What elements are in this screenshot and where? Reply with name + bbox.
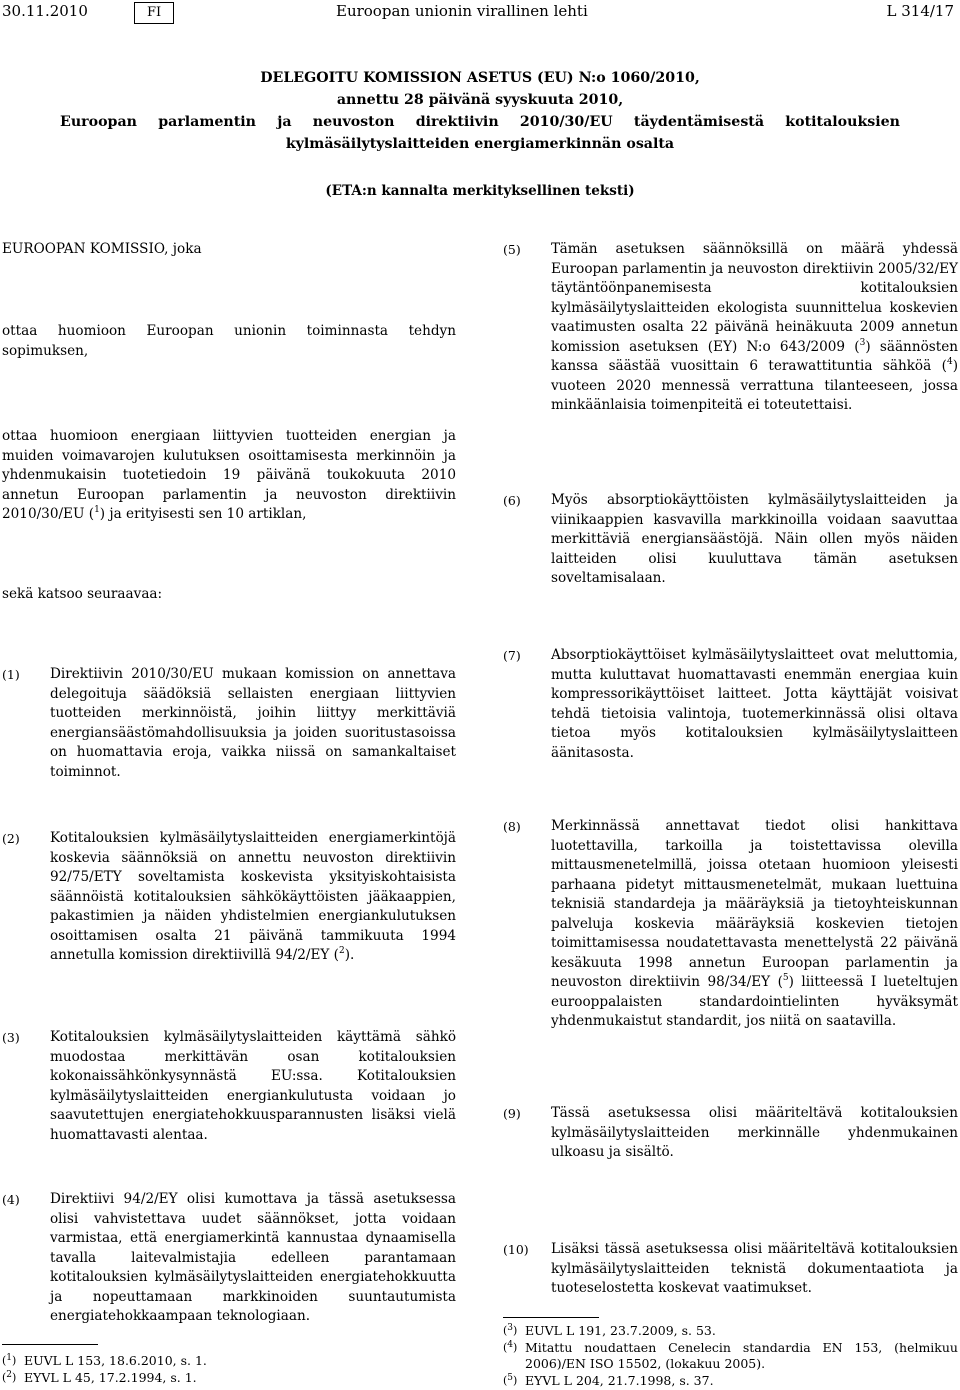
recital-3 xyxy=(2,1028,456,1145)
recital-number: (7) xyxy=(503,648,521,663)
footnote-separator xyxy=(2,1344,98,1345)
footnote-separator xyxy=(503,1317,599,1318)
preamble-having-2: ottaa huomioon energiaan liittyvien tuotteiden energian ja muiden voimavarojen kulutuksen osoittamisesta merkinnöin ja yhdenmukaisin tuotetiedoin 19 päivänä toukokuuta 2010 annetun Euroopan parlamentin ja neuvoston direktiivin 2010/30/EU ($^1$) ja erityisesti sen 10 artiklan, xyxy=(2,428,456,522)
recital-text: Kotitalouksien kylmäsäilytyslaitteiden energiamerkintöjä koskevia säännöksiä on annettu neuvoston direktiivin 92/75/ETY soveltamista koskevista yksityiskohtaisista säännöistä kotitalouksien sähkökäyttöisten jääkaappien, pakastimien ja näiden yhdistelmien energiankulutuksen osoittamisen osalta 21 päivänä tammikuuta 1994 annetulla komission direktiivillä 94/2/EY ($^2$). xyxy=(50,830,456,963)
recital-10 xyxy=(503,1240,958,1299)
recital-number: (5) xyxy=(503,242,521,257)
recital-9 xyxy=(503,1104,958,1163)
recital-1 xyxy=(2,665,456,782)
preamble-having-1: ottaa huomioon Euroopan unionin toiminnasta tehdyn sopimuksen, xyxy=(2,323,456,359)
footnote-4: ($^4$) Mitattu noudattaen Cenelecin standardia EN 153, (helmikuu 2006)/EN ISO 15502, (lokakuu 2005). xyxy=(503,1340,958,1371)
recital-text: Tämän asetuksen säännöksillä on määrä yhdessä Euroopan parlamentin ja neuvoston direktiivin 2005/32/EY täytäntöönpanemisesta kotitalouksien kylmäsäilytyslaitteiden ekologista suunnittelua koskevien vaatimusten osalta 22 päivänä heinäkuuta 2009 annetun komission asetuksen (EY) N:o 643/2009 ($^3$) säännösten kanssa säästää vuosittain 6 terawattituntia sähköä ($^4$) vuoteen 2020 mennessä verrattuna tilanteeseen, jossa minkäänlaisia toimenpiteitä ei toteutettaisi. xyxy=(551,241,958,413)
footnote-ref: 1 xyxy=(94,505,100,515)
document-title xyxy=(60,67,900,155)
recital-text: Merkinnässä annettavat tiedot olisi hankittava luotettavilla, tarkoilla ja toistettavissa olevilla mittausmenetelmillä, joissa otetaan huomioon yleisesti parhaana pidetyt mittausmenetelmät, mukaan luettuina teknisiä standardeja ja määräyksiä ja tietoyhteiskunnan palveluja koskevia määräyksiä koskevien tietojen toimittamisessa noudatettavasta menettelystä 22 päivänä kesäkuuta 1998 annetun Euroopan parlamentin ja neuvoston direktiivin 98/34/EY ($^5$) liitteessä I lueteltujen eurooppalaisten standardointielinten hyväksymät yhdenmukaistut standardit, jos niitä on saatavilla. xyxy=(551,818,958,1029)
recital-text: Kotitalouksien kylmäsäilytyslaitteiden käyttämä sähkö muodostaa merkittävän osan kotitalouksien kokonaissähkönkysynnästä EU:ssa. Kotitalouksien kylmäsäilytyslaitteiden energiankulutusta voidaan jo saavutettujen energiatehokkuusparannusten lisäksi vielä huomattavasti alentaa. xyxy=(50,1029,456,1143)
recital-number: (10) xyxy=(503,1242,529,1257)
preamble-intro: EUROOPAN KOMISSIO, joka xyxy=(2,241,202,257)
title-line-1: DELEGOITU KOMISSION ASETUS (EU) N:o 1060/2010, xyxy=(260,70,700,86)
recital-7 xyxy=(503,646,958,763)
recital-text: Myös absorptiokäyttöisten kylmäsäilytyslaitteiden ja viinikaappien kasvavilla markkinoilla voidaan saavuttaa merkittäviä energiansäästöjä. Näin ollen myös näiden laitteiden olisi kuuluttava tämän asetuksen soveltamisalaan. xyxy=(551,492,958,586)
recital-number: (9) xyxy=(503,1106,521,1121)
recital-number: (4) xyxy=(2,1192,20,1207)
title-line-2: annettu 28 päivänä syyskuuta 2010, xyxy=(336,92,624,108)
recital-text: Tässä asetuksessa olisi määriteltävä kotitalouksien kylmäsäilytyslaitteiden merkinnälle yhdenmukainen ulkoasu ja sisältö. xyxy=(551,1105,958,1160)
recital-text: Direktiivin 2010/30/EU mukaan komission on annettava delegoituja säädöksiä sellaisten energiaan liittyvien tuotteiden merkinnöistä, joihin liittyy merkittäviä energiansäästömahdollisuuksia ja joiden suoritustasoissa on huomattavia eroja, vaikka niissä on samankaltaiset toiminnot. xyxy=(50,666,456,780)
title-line-3: Euroopan parlamentin ja neuvoston direktiivin 2010/30/EU täydentämisestä kotitalouksien kylmäsäilytyslaitteiden energiamerkinnän osalta xyxy=(60,114,900,152)
footnote-3: ($^3$) EUVL L 191, 23.7.2009, s. 53. xyxy=(503,1323,716,1338)
recital-4 xyxy=(2,1190,456,1327)
recital-text: Lisäksi tässä asetuksessa olisi määriteltävä kotitalouksien kylmäsäilytyslaitteiden teknistä dokumentaatiota ja tuoteselostetta koskevat vaatimukset. xyxy=(551,1241,958,1296)
recital-8 xyxy=(503,817,958,1032)
recital-number: (3) xyxy=(2,1030,20,1045)
preamble-whereas: sekä katsoo seuraavaa: xyxy=(2,586,163,602)
footnote-ref: 4 xyxy=(946,357,953,367)
recital-text: Absorptiokäyttöiset kylmäsäilytyslaitteet ovat meluttomia, mutta kuluttavat huomattavasti enemmän energiaa kuin kompressorikäyttöiset laitteet. Jotta käyttäjät voisivat tehdä tietoisia valintoja, tuotemerkinnässä olisi oltava tietoa myös kotitalouksien kylmäsäilytyslaitteen äänitasosta. xyxy=(551,647,958,761)
footnote-5: ($^5$) EYVL L 204, 21.7.1998, s. 37. xyxy=(503,1373,714,1388)
publication-date: 30.11.2010 xyxy=(2,2,88,20)
recital-5 xyxy=(503,240,958,416)
footnote-2: ($^2$) EYVL L 45, 17.2.1994, s. 1. xyxy=(2,1370,197,1385)
recital-text: Direktiivi 94/2/EY olisi kumottava ja tässä asetuksessa olisi vahvistettava uudet säännökset, jotta voidaan varmistaa, että energiamerkintä kannustaa dynaamisella tavalla laitevalmistajia edelleen parantamaan kotitalouksien kylmäsäilytyslaitteiden energiatehokkuutta ja nopeuttamaan markkinoiden suuntautumista energiatehokkaampaan teknologiaan. xyxy=(50,1191,456,1324)
language-badge: FI xyxy=(134,2,174,24)
document-subtitle: (ETA:n kannalta merkityksellinen teksti) xyxy=(325,183,635,199)
footnote-ref: 2 xyxy=(338,946,345,956)
recital-6 xyxy=(503,491,958,589)
footnote-ref: 3 xyxy=(859,337,866,348)
recital-2 xyxy=(2,829,456,966)
footnote-ref: 5 xyxy=(782,973,789,983)
page-header xyxy=(0,2,960,26)
recital-number: (2) xyxy=(2,831,20,846)
footnote-1: ($^1$) EUVL L 153, 18.6.2010, s. 1. xyxy=(2,1353,207,1368)
recital-number: (6) xyxy=(503,493,521,508)
recital-number: (1) xyxy=(2,667,20,682)
page-reference: L 314/17 xyxy=(886,2,954,20)
recital-number: (8) xyxy=(503,819,521,834)
journal-title: Euroopan unionin virallinen lehti xyxy=(336,2,588,20)
